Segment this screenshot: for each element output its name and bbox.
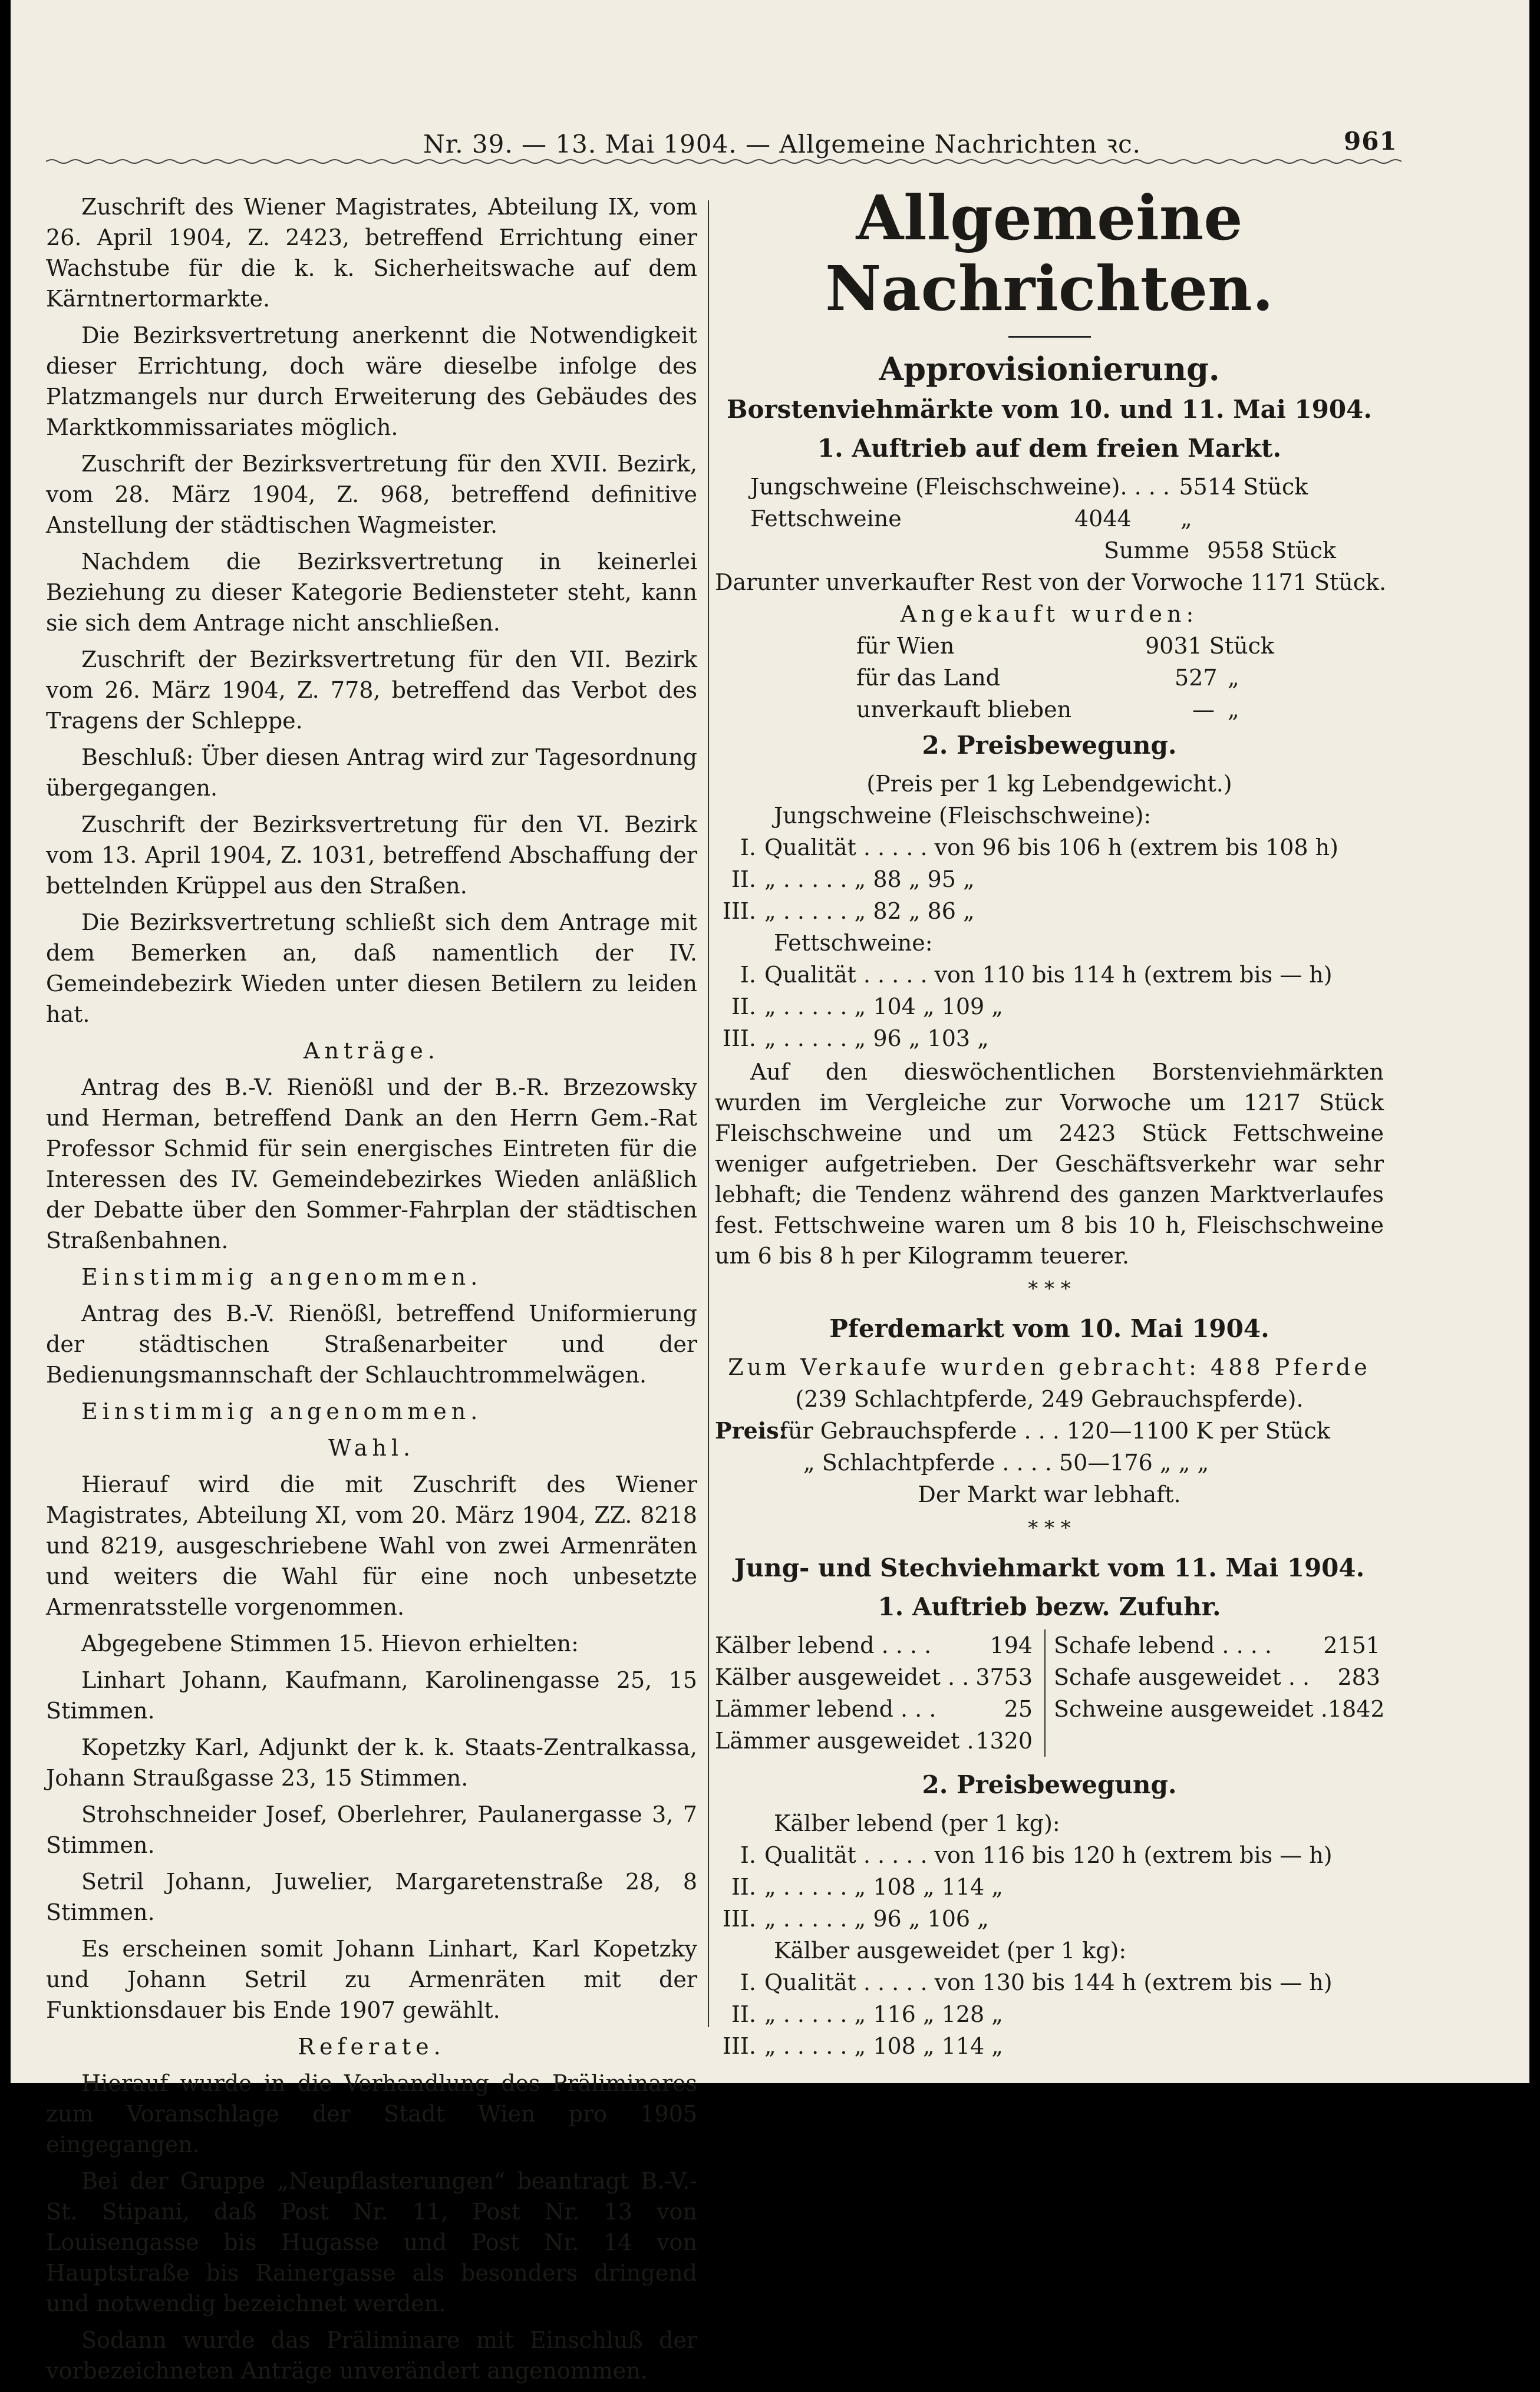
stat-row: Zum Verkaufe wurden gebracht: 488 Pferde xyxy=(728,1354,1371,1380)
stat-heading: Angekauft wurden: xyxy=(900,601,1199,627)
table-row: Schafe lebend . . . . 2151 xyxy=(1054,1632,1380,1658)
paragraph: Zuschrift der Bezirksvertretung für den XVII. Bezirk, vom 28. März 1904, Z. 968, betreffend definitive Anstellung der städtischen Wagmeister. xyxy=(46,451,697,538)
page-number: 961 xyxy=(1344,127,1397,156)
subheading: 2. Preisbewegung. xyxy=(922,731,1177,760)
column-divider xyxy=(708,200,709,2027)
subheading: 1. Auftrieb bezw. Zufuhr. xyxy=(878,1592,1221,1621)
table-row: Schweine ausgeweidet . 1842 xyxy=(1054,1696,1385,1722)
stat-row: für Wien 9031 Stück xyxy=(856,633,1274,659)
price-head: Jungschweine (Fleischschweine): xyxy=(774,803,1152,829)
candidate-line: Strohschneider Josef, Oberlehrer, Paulanergasse 3, 7 Stimmen. xyxy=(46,1802,697,1858)
price-row: III. „ . . . . . „ 108 „ 114 „ xyxy=(722,2033,1003,2059)
paragraph: Hierauf wird die mit Zuschrift des Wiener Magistrates, Abteilung XI, vom 20. März 1904, ZZ. 8218 und 8219, ausgeschriebene Wahl von zwei Armenräten und weiters die Wahl für eine noch unbesetzte Armenratsstelle vorgenommen. xyxy=(46,1472,697,1620)
candidate-line: Linhart Johann, Kaufmann, Karolinengasse 25, 15 Stimmen. xyxy=(46,1667,697,1724)
paragraph: Zuschrift der Bezirksvertretung für den VII. Bezirk vom 26. März 1904, Z. 778, betreffend das Verbot des Tragens der Schleppe. xyxy=(46,646,697,734)
table-row: Kälber ausgeweidet . . 3753 xyxy=(715,1664,1033,1690)
price-row: „ Schlachtpferde . . . . 50—176 „ „ „ xyxy=(803,1450,1209,1476)
stat-row: Der Markt war lebhaft. xyxy=(918,1482,1181,1507)
paragraph: Es erscheinen somit Johann Linhart, Karl Kopetzky und Johann Setril zu Armenräten mit der Funktionsdauer bis Ende 1907 gewählt. xyxy=(46,1936,697,2023)
auftrieb-left xyxy=(715,1629,1036,1757)
price-head: Fettschweine: xyxy=(774,930,933,956)
market-report: Auf den dieswöchentlichen Borstenviehmärkten wurden im Vergleiche zur Vorwoche um 1217 Stück Fleischschweine und um 2423 Stück Fettschweine weniger aufgetrieben. Der Geschäftsverkehr war sehr lebhaft; die Tendenz während des ganzen Marktverlaufes fest. Fettschweine waren um 8 bis 10 h, Fleischschweine um 6 bis 8 h per Kilogramm teuerer. xyxy=(715,1059,1384,1269)
title-rule xyxy=(1008,336,1091,338)
table-row: Lämmer lebend . . . 25 xyxy=(715,1696,1033,1722)
paragraph: Antrag des B.-V. Rienößl, betreffend Uniformierung der städtischen Straßenarbeiter und der Bedienungsmannschaft der Schlauchtrommelwägen. xyxy=(46,1301,697,1388)
paragraph: Bei der Gruppe „Neupflasterungen“ beantragt B.-V.-St. Stipani, daß Post Nr. 11, Post Nr. 13 von Louisengasse bis Hugasse und Post Nr. 14 von Hauptstraße bis Rainergasse als besonders dringend und notwendig bezeichnet werden. xyxy=(46,2168,697,2317)
price-head: Kälber lebend (per 1 kg): xyxy=(774,1810,1060,1836)
price-row: Preis: für Gebrauchspferde . . . 120—1100 K per Stück xyxy=(715,1417,1330,1444)
paragraph: Die Bezirksvertretung schließt sich dem Antrage mit dem Bemerken an, daß namentlich der IV. Gemeindebezirk Wieden unter diesen Betilern zu leiden hat. xyxy=(46,909,697,1027)
auftrieb-right xyxy=(1054,1629,1384,1757)
stat-row: unverkauft blieben — „ xyxy=(856,697,1239,722)
section-title: Approvisionierung. xyxy=(879,350,1220,388)
price-row: III. „ . . . . . „ 96 „ 103 „ xyxy=(722,1025,989,1051)
stat-row: Jungschweine (Fleischschweine) . . . . 5514 Stück xyxy=(750,474,1308,500)
price-row: I. Qualität . . . . . von 130 bis 144 h (extrem bis — h) xyxy=(740,1969,1333,1995)
price-head: Kälber ausgeweidet (per 1 kg): xyxy=(774,1938,1127,1964)
price-row: II. „ . . . . . „ 88 „ 95 „ xyxy=(731,866,975,892)
price-row: II. „ . . . . . „ 116 „ 128 „ xyxy=(731,2001,1003,2027)
paragraph: Sodann wurde das Präliminare mit Einschluß der vorbezeichneten Anträge unverändert angenommen. xyxy=(46,2327,697,2384)
main-title: Allgemeine Nachrichten. xyxy=(825,182,1274,325)
market-title: Jung- und Stechviehmarkt vom 11. Mai 1904. xyxy=(734,1553,1365,1582)
candidate-line: Setril Johann, Juwelier, Margaretenstraße 28, 8 Stimmen. xyxy=(46,1869,697,1925)
table-row: Kälber lebend . . . . 194 xyxy=(715,1632,1033,1658)
paragraph: Beschluß: Über diesen Antrag wird zur Tagesordnung übergegangen. xyxy=(46,744,697,801)
price-row: II. „ . . . . . „ 108 „ 114 „ xyxy=(731,1874,1003,1900)
auftrieb-table xyxy=(715,1629,1384,1757)
separator-stars: * * * xyxy=(1028,1277,1071,1301)
subheading: 1. Auftrieb auf dem freien Markt. xyxy=(817,434,1282,463)
paragraph: Zuschrift des Wiener Magistrates, Abteilung IX, vom 26. April 1904, Z. 2423, betreffend Errichtung einer Wachstube für die k. k. Sicherheitswache auf dem Kärntnertormarkte. xyxy=(46,194,697,312)
market-title: Borstenviehmärkte vom 10. und 11. Mai 1904. xyxy=(727,395,1372,424)
section-heading-wahl: Wahl. xyxy=(328,1435,415,1461)
resolution: Einstimmig angenommen. xyxy=(81,1398,483,1424)
section-heading-referate: Referate. xyxy=(298,2034,446,2060)
right-column xyxy=(715,182,1387,2062)
header-wavy-rule xyxy=(46,158,1402,165)
price-row: II. „ . . . . . „ 104 „ 109 „ xyxy=(731,994,1003,1020)
price-row: I. Qualität . . . . . von 96 bis 106 h (extrem bis 108 h) xyxy=(740,834,1338,860)
price-row: III. „ . . . . . „ 96 „ 106 „ xyxy=(722,1906,989,1932)
price-row: III. „ . . . . . „ 82 „ 86 „ xyxy=(722,898,975,924)
note: (Preis per 1 kg Lebendgewicht.) xyxy=(866,771,1232,797)
running-header: Nr. 39. — 13. Mai 1904. — Allgemeine Nachrichten ꝛc. xyxy=(423,130,1141,159)
table-divider xyxy=(1044,1629,1046,1757)
left-column xyxy=(46,192,697,2392)
sum-row: Summe 9558 Stück xyxy=(1104,537,1336,563)
market-title: Pferdemarkt vom 10. Mai 1904. xyxy=(829,1314,1269,1343)
stat-row: Darunter unverkaufter Rest von der Vorwoche 1171 Stück. xyxy=(715,569,1387,595)
subheading: 2. Preisbewegung. xyxy=(922,1770,1177,1799)
stat-row: für das Land 527 „ xyxy=(856,665,1239,691)
section-heading-antraege: Anträge. xyxy=(304,1038,440,1064)
paragraph: Antrag des B.-V. Rienößl und der B.-R. Brzezowsky und Herman, betreffend Dank an den Herrn Gem.-Rat Professor Schmid für sein energisches Eintreten für die Interessen des IV. Gemeindebezirkes Wieden anläßlich der Debatte über den Sommer-Fahrplan der städtischen Straßenbahnen. xyxy=(46,1074,697,1253)
table-row: Schafe ausgeweidet . . 283 xyxy=(1054,1664,1380,1690)
table-row: Lämmer ausgeweidet . 1320 xyxy=(715,1728,1033,1754)
paragraph: Nachdem die Bezirksvertretung in keinerlei Beziehung zu dieser Kategorie Bediensteter steht, kann sie sich dem Antrage nicht anschließen. xyxy=(46,549,697,636)
price-row: I. Qualität . . . . . von 116 bis 120 h (extrem bis — h) xyxy=(740,1842,1333,1868)
candidate-line: Kopetzky Karl, Adjunkt der k. k. Staats-Zentralkassa, Johann Straußgasse 23, 15 Stimmen. xyxy=(46,1734,697,1791)
paragraph: Abgegebene Stimmen 15. Hievon erhielten: xyxy=(81,1631,579,1657)
separator-stars: * * * xyxy=(1028,1516,1071,1540)
paragraph: Hierauf wurde in die Verhandlung des Präliminares zum Voranschlage der Stadt Wien pro 1905 eingegangen. xyxy=(46,2070,697,2157)
resolution: Einstimmig angenommen. xyxy=(81,1264,483,1290)
stat-row: Fettschweine 4044 „ xyxy=(750,506,1192,532)
newspaper-page xyxy=(11,0,1529,2384)
price-row: I. Qualität . . . . . von 110 bis 114 h (extrem bis — h) xyxy=(740,962,1333,988)
paragraph: Zuschrift der Bezirksvertretung für den VI. Bezirk vom 13. April 1904, Z. 1031, betreffend Abschaffung der bettelnden Krüppel aus den Straßen. xyxy=(46,811,697,899)
stat-row: (239 Schlachtpferde, 249 Gebrauchspferde). xyxy=(795,1386,1304,1412)
paragraph: Die Bezirksvertretung anerkennt die Notwendigkeit dieser Errichtung, doch wäre dieselbe infolge des Platzmangels nur durch Erweiterung des Gebäudes des Marktkommissariates möglich. xyxy=(46,322,697,440)
